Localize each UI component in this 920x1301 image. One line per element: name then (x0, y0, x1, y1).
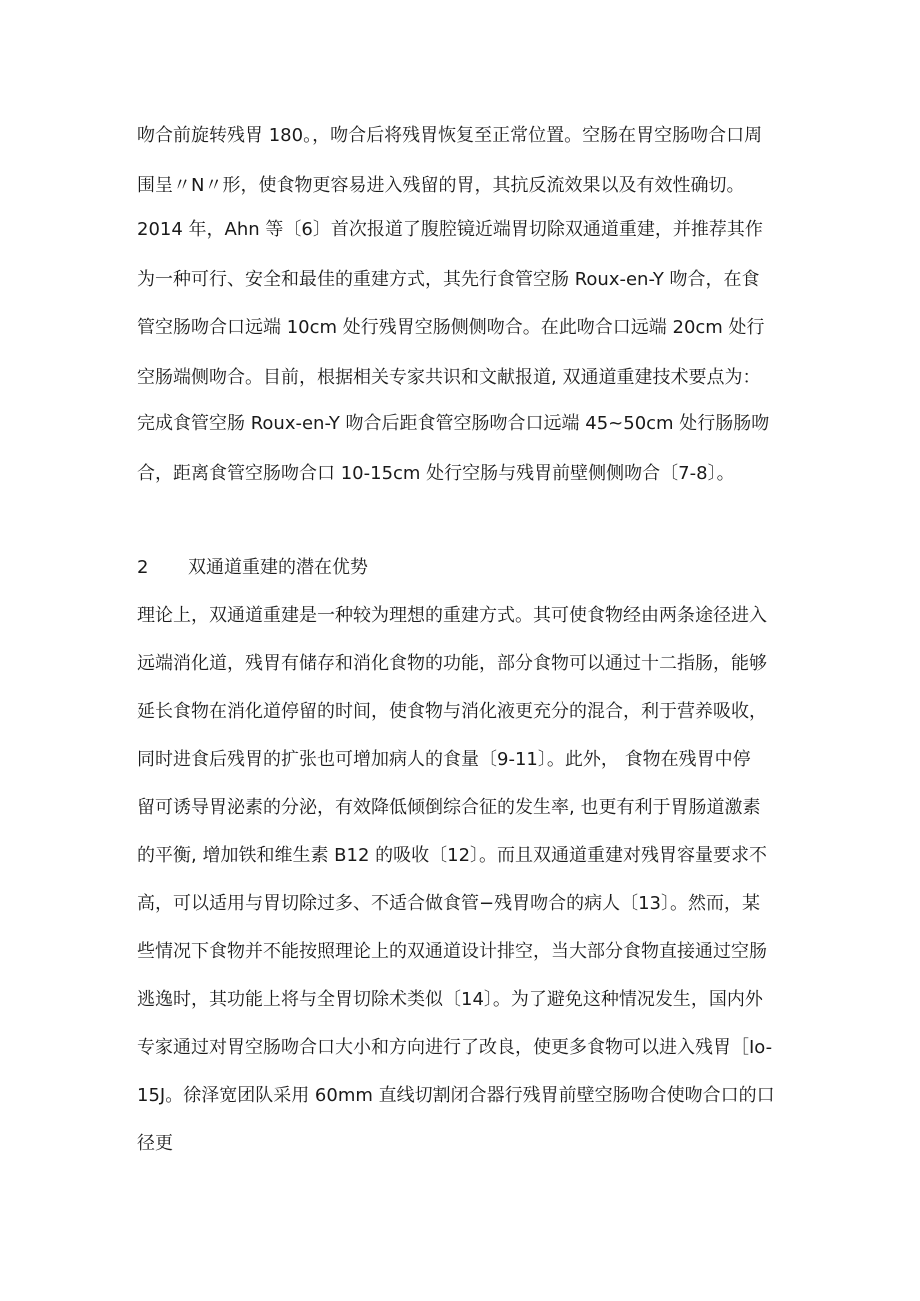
text-line: 远端消化道，残胃有储存和消化食物的功能，部分食物可以通过十二指肠，能够 (137, 653, 767, 674)
text-line: 吻合前旋转残胃 180。，吻合后将残胃恢复至正常位置。空肠在胃空肠吻合口周 (137, 125, 763, 146)
text-line: 同时进食后残胃的扩张也可增加病人的食量〔9-11〕。此外， 食物在残胃中停 (137, 749, 751, 770)
text-line: 2014 年，Ahn 等〔6〕首次报道了腹腔镜近端胃切除双通道重建，并推荐其作 (137, 219, 763, 240)
text-line: 理论上，双通道重建是一种较为理想的重建方式。其可使食物经由两条途径进入 (137, 605, 767, 626)
text-line: 径更 (137, 1133, 173, 1154)
text-line: 延长食物在消化道停留的时间，使食物与消化液更充分的混合，利于营养吸收， (137, 701, 767, 722)
text-line: 15J。徐泽宽团队采用 60mm 直线切割闭合器行残胃前壁空肠吻合使吻合口的口 (137, 1085, 775, 1106)
text-line: 留可诱导胃泌素的分泌，有效降低倾倒综合征的发生率, 也更有利于胃肠道激素 (137, 797, 761, 818)
section-title: 双通道重建的潜在优势 (188, 557, 368, 578)
text-line: 的平衡, 增加铁和维生素 B12 的吸收〔12〕。而且双通道重建对残胃容量要求不 (137, 845, 768, 866)
text-line: 合，距离食管空肠吻合口 10-15cm 处行空肠与残胃前壁侧侧吻合〔7-8〕。 (137, 463, 735, 484)
text-line: 专家通过对胃空肠吻合口大小和方向进行了改良，使更多食物可以进入残胃［Io- (137, 1037, 773, 1058)
text-line: 管空肠吻合口远端 10cm 处行残胃空肠侧侧吻合。在此吻合口远端 20cm 处行 (137, 317, 765, 338)
text-line: 为一种可行、安全和最佳的重建方式，其先行食管空肠 Roux-en-Y 吻合，在食 (137, 269, 760, 290)
text-line: 逃逸时，其功能上将与全胃切除术类似〔14〕。为了避免这种情况发生，国内外 (137, 989, 763, 1010)
text-line: 些情况下食物并不能按照理论上的双通道设计排空，当大部分食物直接通过空肠 (137, 941, 767, 962)
text-line: 完成食管空肠 Roux-en-Y 吻合后距食管空肠吻合口远端 45~50cm 处行肠肠吻 (137, 413, 770, 434)
text-line: 高，可以适用与胃切除过多、不适合做食管−残胃吻合的病人〔13〕。然而，某 (137, 893, 760, 914)
section-number: 2 (137, 557, 149, 578)
text-line: 空肠端侧吻合。目前，根据相关专家共识和文献报道, 双通道重建技术要点为： (137, 367, 761, 388)
text-line: 围呈〃N〃形，使食物更容易进入残留的胃，其抗反流效果以及有效性确切。 (137, 175, 745, 196)
